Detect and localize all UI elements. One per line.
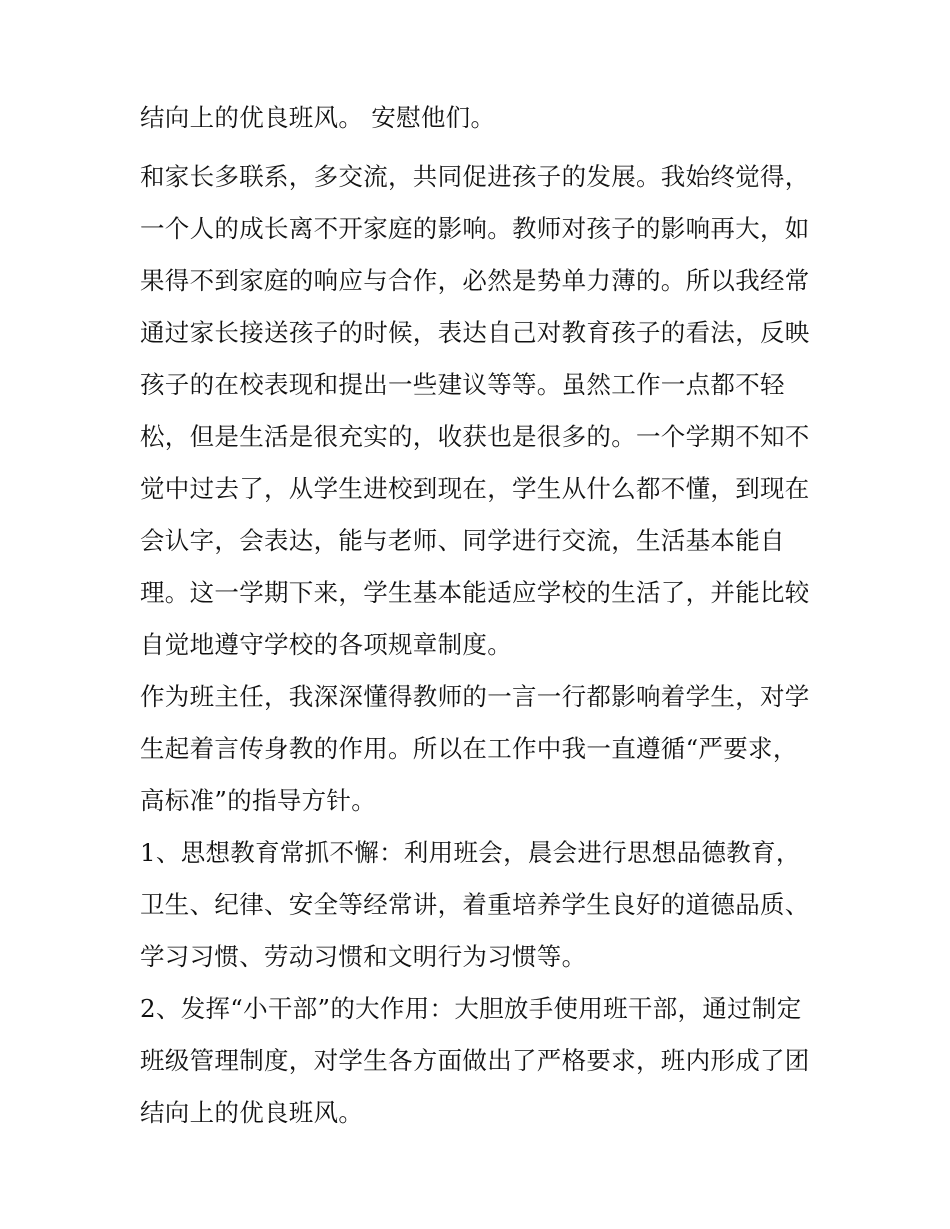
text-line-1: 结向上的优良班风。 安慰他们。 (140, 103, 496, 132)
text-line-12: 作为班主任，我深深懂得教师的一言一行都影响着学生，对学 (140, 682, 810, 711)
text-line-18: 2、发挥“小干部”的大作用：大胆放手使用班干部，通过制定 (140, 994, 802, 1023)
text-line-6: 孩子的在校表现和提出一些建议等等。虽然工作一点都不轻 (140, 370, 785, 399)
text-line-19: 班级管理制度，对学生各方面做出了严格要求，班内形成了团 (140, 1046, 810, 1075)
text-line-11: 自觉地遵守学校的各项规章制度。 (140, 630, 512, 659)
text-line-4: 果得不到家庭的响应与合作，必然是势单力薄的。所以我经常 (140, 266, 810, 295)
text-line-10: 理。这一学期下来，学生基本能适应学校的生活了，并能比较 (140, 578, 810, 607)
text-line-8: 觉中过去了，从学生进校到现在，学生从什么都不懂，到现在 (140, 474, 810, 503)
text-line-3: 一个人的成长离不开家庭的影响。教师对孩子的影响再大，如 (140, 214, 810, 243)
text-line-15: 1、思想教育常抓不懈：利用班会，晨会进行思想品德教育， (140, 838, 801, 867)
text-line-5: 通过家长接送孩子的时候，表达自己对教育孩子的看法，反映 (140, 318, 810, 347)
text-line-9: 会认字，会表达，能与老师、同学进行交流，生活基本能自 (140, 526, 785, 555)
text-line-16: 卫生、纪律、安全等经常讲，着重培养学生良好的道德品质、 (140, 890, 810, 919)
text-line-7: 松，但是生活是很充实的，收获也是很多的。一个学期不知不 (140, 422, 810, 451)
text-line-2: 和家长多联系，多交流，共同促进孩子的发展。我始终觉得， (140, 162, 810, 191)
text-line-13: 生起着言传身教的作用。所以在工作中我一直遵循“严要求， (140, 734, 798, 763)
text-line-14: 高标准”的指导方针。 (140, 786, 377, 815)
text-line-17: 学习习惯、劳动习惯和文明行为习惯等。 (140, 942, 587, 971)
text-line-20: 结向上的优良班风。 (140, 1098, 364, 1127)
